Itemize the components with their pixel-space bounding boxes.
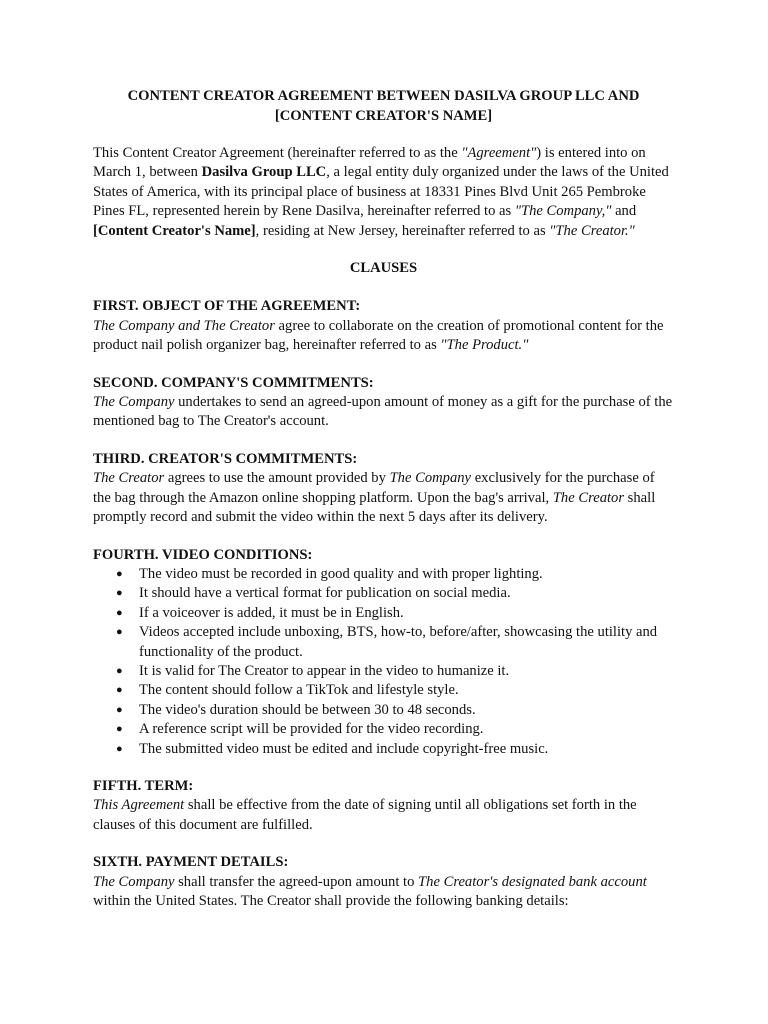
intro-text: and xyxy=(611,203,637,220)
intro-text: , residing at New Jersey, hereinafter referred to as xyxy=(255,222,550,239)
clause-fourth xyxy=(93,546,674,759)
clause-text: shall be effective from the date of signing until all obligations set forth in the clauses of this document are fulfilled. xyxy=(93,797,637,833)
clause-sixth-heading: SIXTH. PAYMENT DETAILS: xyxy=(93,854,289,871)
clause-first-body xyxy=(93,317,674,356)
bullet-icon: ● xyxy=(116,684,123,697)
clause-text: "The Product." xyxy=(440,337,529,354)
list-item-text: A reference script will be provided for the video recording. xyxy=(139,721,484,738)
list-item xyxy=(116,584,674,603)
list-item-text: The submitted video must be edited and include copyright-free music. xyxy=(139,740,549,757)
list-item-text: It should have a vertical format for publication on social media. xyxy=(139,585,511,602)
intro-company-term: "The Company," xyxy=(514,203,612,220)
clause-first-heading: FIRST. OBJECT OF THE AGREEMENT: xyxy=(93,298,361,315)
bullet-icon: ● xyxy=(116,723,123,736)
list-item xyxy=(116,604,674,623)
bullet-icon: ● xyxy=(116,664,123,677)
bullet-icon: ● xyxy=(116,703,123,716)
list-item-text: The video's duration should be between 30 to 48 seconds. xyxy=(139,701,476,718)
list-item xyxy=(116,681,674,700)
document-title xyxy=(93,86,674,126)
list-item-text: It is valid for The Creator to appear in the video to humanize it. xyxy=(139,662,510,679)
clause-second xyxy=(93,374,674,432)
list-item xyxy=(116,720,674,739)
list-item-text: The video must be recorded in good quality and with proper lighting. xyxy=(139,565,543,582)
bullet-icon: ● xyxy=(116,742,123,755)
clause-second-heading: SECOND. COMPANY'S COMMITMENTS: xyxy=(93,374,374,391)
intro-creator-term: "The Creator." xyxy=(549,222,635,239)
clause-third-body xyxy=(93,469,674,527)
clause-fourth-heading: FOURTH. VIDEO CONDITIONS: xyxy=(93,546,313,563)
intro-text: , a legal entity duly organized under the laws of the United States of America, with its principal place of business at 18331 Pines Blvd Unit 265 Pembroke Pines FL, represented herein by Rene Dasilva, hereinafter referred to as xyxy=(93,164,669,220)
clause-sixth xyxy=(93,853,674,911)
intro-company-name: Dasilva Group LLC xyxy=(201,164,327,181)
bullet-icon: ● xyxy=(116,606,123,619)
list-item xyxy=(116,701,674,720)
clause-text: The Creator's designated bank account xyxy=(418,873,647,890)
clause-second-body xyxy=(93,393,674,432)
clause-fifth-body xyxy=(93,796,674,835)
clause-text: The Company xyxy=(93,394,175,411)
clause-text: The Company xyxy=(389,470,472,487)
clause-text: The Creator xyxy=(552,489,625,506)
clause-fifth-heading: FIFTH. TERM: xyxy=(93,777,194,794)
clause-text: The Company xyxy=(93,873,175,890)
intro-text: This Content Creator Agreement (hereinafter referred to as the xyxy=(93,145,462,161)
bullet-icon: ● xyxy=(116,626,123,639)
clause-first xyxy=(93,297,674,355)
clause-text: The Creator xyxy=(93,470,165,487)
clause-text: agrees to use the amount provided by xyxy=(164,470,390,487)
clauses-heading: CLAUSES xyxy=(349,260,418,277)
video-conditions-list xyxy=(93,565,674,759)
clause-text: This Agreement xyxy=(93,797,185,814)
clause-text: agree to collaborate on the creation of promotional content for the product nail polish organizer bag, hereinafter referred to as xyxy=(93,317,664,354)
list-item-text: The content should follow a TikTok and lifestyle style. xyxy=(139,682,459,699)
title-line-2: [CONTENT CREATOR'S NAME] xyxy=(274,108,493,124)
list-item xyxy=(116,565,674,584)
clause-third-heading: THIRD. CREATOR'S COMMITMENTS: xyxy=(93,450,358,467)
title-line-1: CONTENT CREATOR AGREEMENT BETWEEN DASILVA GROUP LLC AND xyxy=(127,88,640,104)
clause-text: shall promptly record and submit the video within the next 5 days after its delivery. xyxy=(93,489,656,526)
clause-text: The Company and The Creator xyxy=(93,317,275,334)
intro-text: ) is entered into on March 1, between xyxy=(93,145,646,181)
intro-creator-name: [Content Creator's Name] xyxy=(93,222,256,239)
list-item xyxy=(116,623,674,662)
intro-paragraph xyxy=(93,144,674,241)
clause-third xyxy=(93,450,674,528)
clause-sixth-body xyxy=(93,873,674,912)
list-item-text: If a voiceover is added, it must be in English. xyxy=(139,604,404,621)
list-item-text: Videos accepted include unboxing, BTS, how-to, before/after, showcasing the utility and functionality of the product. xyxy=(139,624,658,660)
clause-text: within the United States. The Creator shall provide the following banking details: xyxy=(93,893,569,909)
bullet-icon: ● xyxy=(116,587,123,600)
clause-fifth xyxy=(93,777,674,835)
list-item xyxy=(116,662,674,681)
intro-agreement-term: "Agreement" xyxy=(461,145,537,161)
clause-text: exclusively for the purchase of the bag through the Amazon online shopping platform. Upon the bag's arrival, xyxy=(93,470,655,506)
bullet-icon: ● xyxy=(116,567,123,580)
clause-text: shall transfer the agreed-upon amount to xyxy=(174,873,419,890)
list-item xyxy=(116,740,674,759)
clause-text: undertakes to send an agreed-upon amount of money as a gift for the purchase of the mentioned bag to The Creator's account. xyxy=(93,394,673,430)
